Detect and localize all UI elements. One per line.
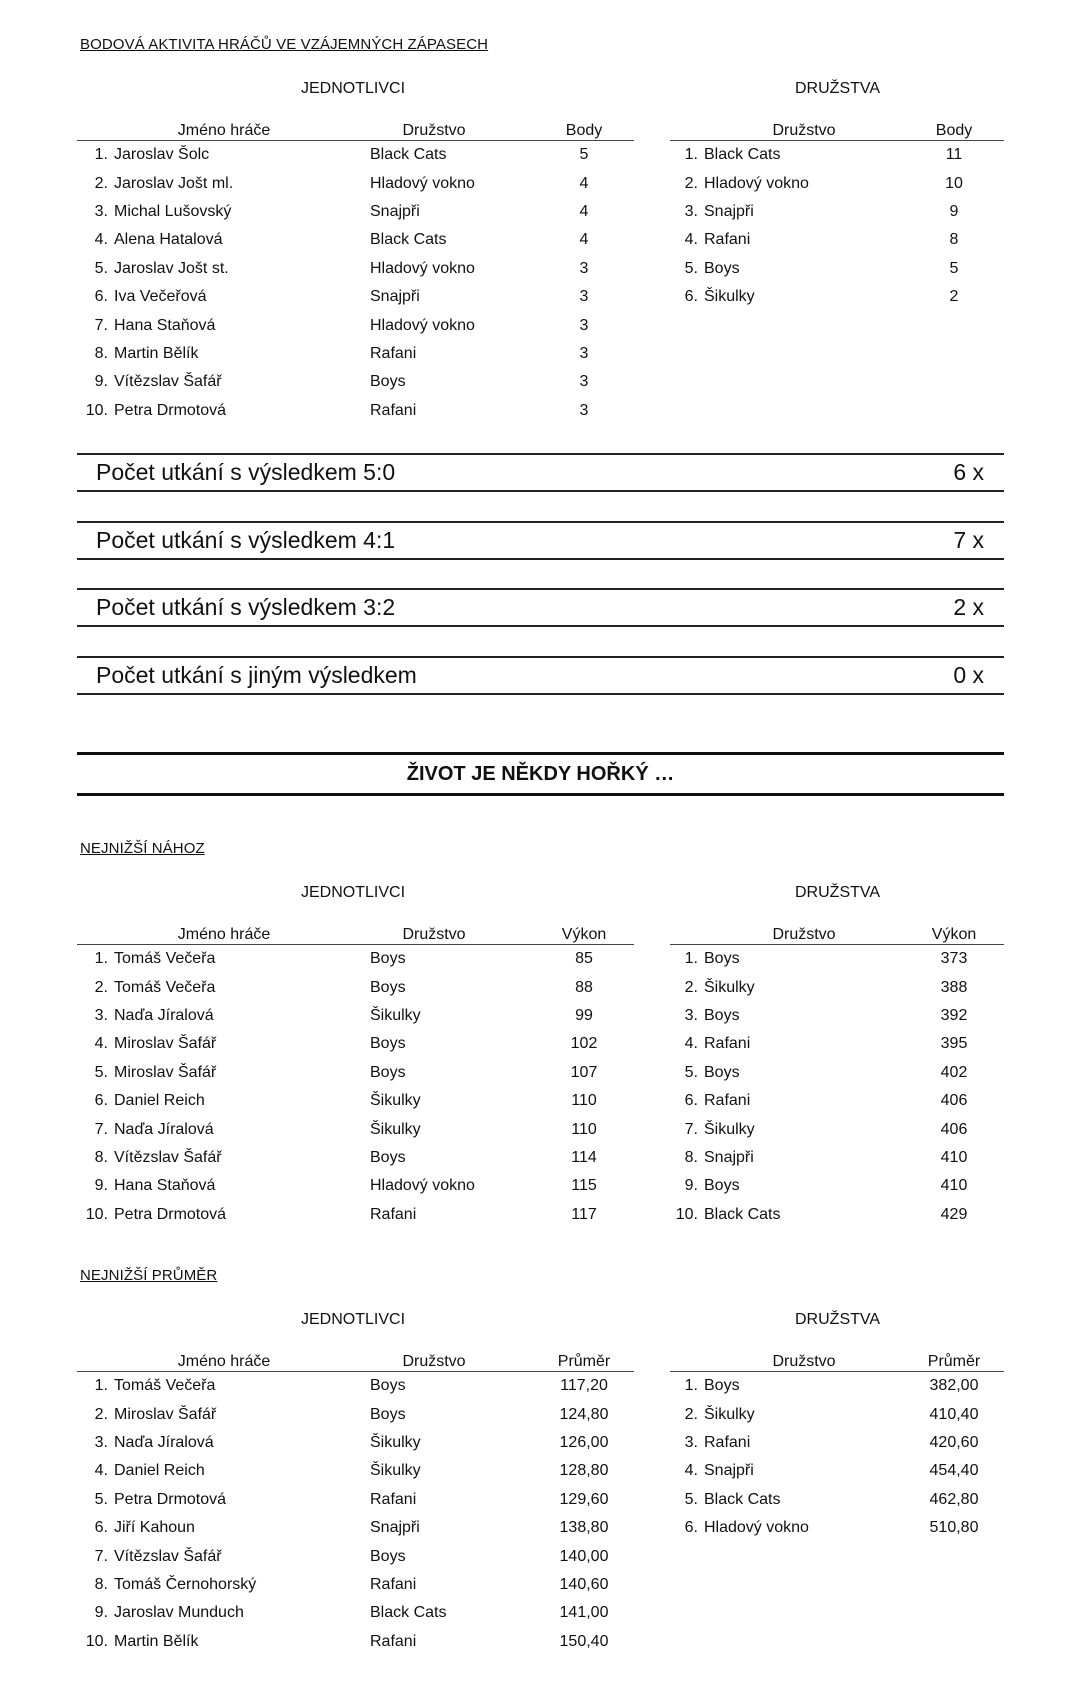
player-name-cell: Hana Staňová [114,316,216,334]
team-cell: Šikulky [370,1120,421,1138]
team-cell: Boys [704,259,740,277]
result-label: Počet utkání s výsledkem 3:2 [96,594,396,620]
result-value: 2 x [953,594,984,620]
value-cell: 382,00 [929,1377,979,1395]
team-cell: Black Cats [704,1205,781,1223]
col-team: Družstvo [334,1345,534,1372]
rank-cell: 7. [94,316,108,334]
table-row [77,198,634,226]
col-value: Průměr [534,1345,634,1372]
team-cell: Hladový vokno [370,1177,475,1195]
value-cell: 140,60 [559,1575,609,1593]
result-bar-4-1 [77,521,1004,560]
team-cell: Rafani [370,1490,417,1508]
table-row [77,226,634,254]
table-row [670,1429,1004,1457]
rank-cell: 2. [94,1405,108,1423]
rank-cell: 5. [684,1063,698,1081]
lowest-average-teams-table [670,1345,1004,1542]
table-row [670,1486,1004,1514]
value-cell: 11 [945,146,963,164]
table-row [77,1571,634,1599]
player-name-cell: Tomáš Večeřa [114,1377,216,1395]
table-row [77,340,634,368]
player-name-cell: Tomáš Černohorský [114,1575,257,1593]
value-cell: 141,00 [559,1604,609,1622]
team-cell: Boys [370,1063,406,1081]
player-name-cell: Miroslav Šafář [114,1035,217,1053]
rank-cell: 9. [684,1177,698,1195]
player-name-cell: Tomáš Večeřa [114,978,216,996]
rank-cell: 1. [684,1377,698,1395]
rank-cell: 5. [94,1490,108,1508]
team-cell: Rafani [704,1433,751,1451]
rank-cell: 4. [684,231,698,249]
value-cell: 150,40 [559,1632,609,1650]
team-cell: Hladový vokno [704,174,809,192]
value-cell: 406 [940,1120,968,1138]
player-name-cell: Jaroslav Šolc [114,146,210,164]
team-cell: Boys [370,1547,406,1565]
value-cell: 4 [579,231,589,249]
table-row [77,1172,634,1200]
lowest-throw-teams-table [670,918,1004,1229]
value-cell: 410 [940,1177,968,1195]
team-cell: Boys [704,1006,740,1024]
value-cell: 3 [579,401,589,419]
player-name-cell: Naďa Jíralová [114,1006,214,1024]
rank-cell: 8. [94,1575,108,1593]
team-cell: Boys [370,1377,406,1395]
value-cell: 388 [940,978,968,996]
team-cell: Boys [370,1148,406,1166]
rank-cell: 1. [94,146,108,164]
teams-title: DRUŽSTVA [795,1311,881,1328]
col-value: Průměr [904,1345,1004,1372]
player-name-cell: Jaroslav Jošt ml. [114,174,234,192]
team-cell: Black Cats [370,1604,447,1622]
col-team: Družstvo [704,918,904,945]
value-cell: 3 [579,344,589,362]
team-cell: Šikulky [370,1006,421,1024]
table-row [77,1599,634,1627]
team-cell: Hladový vokno [370,174,475,192]
player-name-cell: Daniel Reich [114,1462,205,1480]
table-row [670,973,1004,1001]
player-name-cell: Petra Drmotová [114,1205,227,1223]
lowest-average-individuals-table [77,1345,634,1656]
table-row [670,1201,1004,1229]
rank-cell: 10. [675,1205,698,1223]
value-cell: 129,60 [559,1490,609,1508]
player-name-cell: Jiří Kahoun [114,1519,195,1537]
rank-cell: 4. [684,1462,698,1480]
rank-cell: 1. [94,1377,108,1395]
table-row [670,1172,1004,1200]
team-cell: Black Cats [704,146,781,164]
player-name-cell: Iva Večeřová [114,288,207,306]
table-row [77,255,634,283]
value-cell: 410 [940,1148,968,1166]
value-cell: 5 [949,259,959,277]
table-row [670,1087,1004,1115]
col-name: Jméno hráče [114,1345,334,1372]
team-cell: Rafani [704,1035,751,1053]
rank-cell: 9. [94,1604,108,1622]
player-name-cell: Jaroslav Jošt st. [114,259,229,277]
team-cell: Snajpři [704,1462,754,1480]
rank-cell: 3. [94,1433,108,1451]
value-cell: 410,40 [929,1405,979,1423]
value-cell: 3 [579,259,589,277]
table-row [77,1201,634,1229]
table-row [77,1486,634,1514]
value-cell: 126,00 [559,1433,609,1451]
rank-cell: 8. [94,344,108,362]
rank-cell: 4. [94,231,108,249]
value-cell: 99 [575,1006,593,1024]
team-cell: Hladový vokno [704,1519,809,1537]
player-name-cell: Miroslav Šafář [114,1405,217,1423]
player-name-cell: Martin Bělík [114,344,199,362]
result-label: Počet utkání s výsledkem 5:0 [96,459,396,485]
player-name-cell: Naďa Jíralová [114,1120,214,1138]
individuals-title: JEDNOTLIVCI [301,80,406,97]
team-cell: Šikulky [370,1092,421,1110]
value-cell: 3 [579,373,589,391]
table-row [77,1400,634,1428]
table-row [77,1542,634,1570]
table-row [670,1059,1004,1087]
rank-cell: 3. [94,202,108,220]
points-individuals-table [77,114,634,425]
team-cell: Boys [704,1177,740,1195]
rank-cell: 2. [94,174,108,192]
value-cell: 454,40 [929,1462,979,1480]
team-cell: Snajpři [370,288,420,306]
rank-cell: 5. [684,1490,698,1508]
rank-cell: 9. [94,1177,108,1195]
value-cell: 107 [570,1063,598,1081]
table-row [670,255,1004,283]
table-row [77,397,634,425]
table-row [77,1628,634,1656]
value-cell: 406 [940,1092,968,1110]
result-label: Počet utkání s jiným výsledkem [96,662,417,688]
table-row [77,1059,634,1087]
player-name-cell: Petra Drmotová [114,401,227,419]
col-value: Výkon [534,918,634,945]
table-row [670,169,1004,197]
team-cell: Boys [370,950,406,968]
value-cell: 3 [579,316,589,334]
team-cell: Black Cats [370,231,447,249]
player-name-cell: Hana Staňová [114,1177,216,1195]
team-cell: Boys [370,978,406,996]
team-cell: Boys [370,1035,406,1053]
points-teams-table [670,114,1004,311]
table-row [77,1514,634,1542]
rank-cell: 4. [94,1462,108,1480]
team-cell: Rafani [370,1632,417,1650]
rank-cell: 2. [684,1405,698,1423]
value-cell: 402 [940,1063,968,1081]
table-row [670,1372,1004,1401]
rank-cell: 3. [684,202,698,220]
table-row [670,141,1004,170]
col-value: Body [904,114,1004,141]
rank-cell: 5. [94,259,108,277]
table-row [670,1030,1004,1058]
table-row [670,1514,1004,1542]
team-cell: Boys [370,1405,406,1423]
value-cell: 5 [579,146,589,164]
team-cell: Rafani [370,401,417,419]
value-cell: 4 [579,202,589,220]
value-cell: 392 [940,1006,968,1024]
rank-cell: 1. [684,950,698,968]
value-cell: 117,20 [560,1377,608,1395]
team-cell: Boys [370,373,406,391]
team-cell: Snajpři [370,1519,420,1537]
rank-cell: 3. [684,1433,698,1451]
team-cell: Rafani [704,231,751,249]
player-name-cell: Petra Drmotová [114,1490,227,1508]
rank-cell: 1. [684,146,698,164]
value-cell: 124,80 [559,1405,609,1423]
result-bar-5-0 [77,453,1004,492]
value-cell: 110 [571,1120,597,1138]
table-row [670,1115,1004,1143]
result-label: Počet utkání s výsledkem 4:1 [96,527,396,553]
rank-cell: 10. [85,401,108,419]
player-name-cell: Tomáš Večeřa [114,950,216,968]
team-cell: Hladový vokno [370,316,475,334]
section-title-lowest-average: NEJNIŽŠÍ PRŮMĚR [80,1267,218,1284]
player-name-cell: Miroslav Šafář [114,1063,217,1081]
rank-cell: 3. [94,1006,108,1024]
player-name-cell: Martin Bělík [114,1632,199,1650]
result-bar-3-2 [77,588,1004,627]
player-name-cell: Vítězslav Šafář [114,373,222,391]
team-cell: Rafani [370,344,417,362]
value-cell: 115 [571,1177,597,1195]
result-value: 7 x [953,527,984,553]
col-team: Družstvo [704,1345,904,1372]
team-cell: Boys [704,950,740,968]
team-cell: Šikulky [704,1405,755,1423]
table-row [77,1429,634,1457]
rank-cell: 5. [684,259,698,277]
table-row [77,1457,634,1485]
value-cell: 8 [949,231,959,249]
team-cell: Rafani [370,1205,417,1223]
table-row [77,1030,634,1058]
rank-cell: 8. [684,1148,698,1166]
table-row [670,283,1004,311]
value-cell: 3 [579,288,589,306]
individuals-title: JEDNOTLIVCI [301,1311,406,1328]
rank-cell: 6. [94,288,108,306]
rank-cell: 4. [684,1035,698,1053]
table-row [670,226,1004,254]
rank-cell: 9. [94,373,108,391]
value-cell: 2 [949,288,959,306]
section-title-lowest-throw: NEJNIŽŠÍ NÁHOZ [80,840,205,857]
rank-cell: 6. [684,1092,698,1110]
value-cell: 138,80 [559,1519,609,1537]
team-cell: Šikulky [704,288,755,306]
table-row [77,169,634,197]
rank-cell: 6. [684,288,698,306]
rank-cell: 2. [684,978,698,996]
table-row [670,198,1004,226]
col-name: Jméno hráče [114,114,334,141]
teams-title: DRUŽSTVA [795,80,881,97]
rank-cell: 2. [94,978,108,996]
value-cell: 4 [579,174,589,192]
value-cell: 128,80 [559,1462,609,1480]
teams-title: DRUŽSTVA [795,884,881,901]
value-cell: 429 [940,1205,968,1223]
rank-cell: 7. [94,1547,108,1565]
player-name-cell: Daniel Reich [114,1092,205,1110]
rank-cell: 10. [85,1632,108,1650]
rank-cell: 1. [94,950,108,968]
table-row [77,1115,634,1143]
value-cell: 395 [940,1035,968,1053]
banner-heading: ŽIVOT JE NĚKDY HOŘKÝ … [77,752,1004,796]
value-cell: 510,80 [929,1519,979,1537]
value-cell: 9 [949,202,959,220]
team-cell: Black Cats [370,146,447,164]
result-value: 6 x [953,459,984,485]
team-cell: Rafani [704,1092,751,1110]
player-name-cell: Michal Lušovský [114,202,232,220]
team-cell: Boys [704,1377,740,1395]
table-row [670,1144,1004,1172]
player-name-cell: Vítězslav Šafář [114,1547,222,1565]
col-name: Jméno hráče [114,918,334,945]
value-cell: 373 [940,950,968,968]
value-cell: 114 [571,1148,597,1166]
team-cell: Black Cats [704,1490,781,1508]
team-cell: Snajpři [704,1148,754,1166]
col-value: Výkon [904,918,1004,945]
table-row [77,1144,634,1172]
individuals-title: JEDNOTLIVCI [301,884,406,901]
value-cell: 85 [575,950,593,968]
team-cell: Šikulky [370,1433,421,1451]
team-cell: Šikulky [704,978,755,996]
table-row [670,1002,1004,1030]
team-cell: Snajpři [704,202,754,220]
player-name-cell: Vítězslav Šafář [114,1148,222,1166]
col-team: Družstvo [704,114,904,141]
value-cell: 102 [570,1035,598,1053]
value-cell: 117 [571,1205,597,1223]
col-team: Družstvo [334,918,534,945]
table-row [670,1400,1004,1428]
rank-cell: 6. [94,1519,108,1537]
rank-cell: 3. [684,1006,698,1024]
rank-cell: 2. [684,174,698,192]
table-row [670,1457,1004,1485]
rank-cell: 4. [94,1035,108,1053]
table-row [77,945,634,974]
player-name-cell: Alena Hatalová [114,231,223,249]
rank-cell: 10. [85,1205,108,1223]
section-title-points: BODOVÁ AKTIVITA HRÁČŮ VE VZÁJEMNÝCH ZÁPASECH [80,36,489,53]
result-value: 0 x [953,662,984,688]
table-row [77,1087,634,1115]
table-row [77,973,634,1001]
rank-cell: 7. [684,1120,698,1138]
table-row [77,283,634,311]
team-cell: Rafani [370,1575,417,1593]
value-cell: 140,00 [559,1547,609,1565]
table-row [77,1002,634,1030]
value-cell: 88 [575,978,593,996]
player-name-cell: Jaroslav Munduch [114,1604,244,1622]
table-row [77,368,634,396]
value-cell: 462,80 [929,1490,979,1508]
table-row [77,311,634,339]
col-value: Body [534,114,634,141]
team-cell: Hladový vokno [370,259,475,277]
lowest-throw-individuals-table [77,918,634,1229]
col-team: Družstvo [334,114,534,141]
table-row [77,141,634,170]
value-cell: 420,60 [929,1433,979,1451]
team-cell: Snajpři [370,202,420,220]
result-bar-other [77,656,1004,695]
value-cell: 110 [571,1092,597,1110]
player-name-cell: Naďa Jíralová [114,1433,214,1451]
rank-cell: 5. [94,1063,108,1081]
rank-cell: 8. [94,1148,108,1166]
value-cell: 10 [945,174,963,192]
rank-cell: 7. [94,1120,108,1138]
rank-cell: 6. [684,1519,698,1537]
team-cell: Šikulky [704,1120,755,1138]
rank-cell: 6. [94,1092,108,1110]
table-row [77,1372,634,1401]
table-row [670,945,1004,974]
team-cell: Šikulky [370,1462,421,1480]
team-cell: Boys [704,1063,740,1081]
